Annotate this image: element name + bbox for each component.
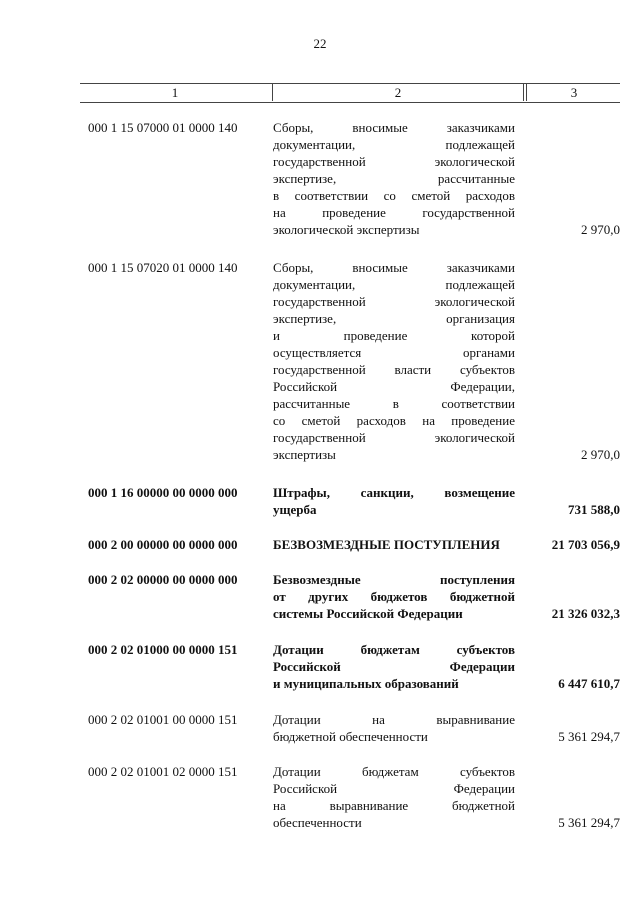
description-line: на выравнивание бюджетной (273, 798, 515, 813)
row-code: 000 1 16 00000 00 0000 000 (88, 485, 238, 500)
row-code: 000 1 15 07020 01 0000 140 (88, 260, 238, 275)
row-value: 5 361 294,7 (558, 815, 620, 830)
description-line: рассчитанные в соответствии (273, 396, 515, 411)
description-line: Сборы, вносимые заказчиками (273, 120, 515, 135)
row-value: 2 970,0 (581, 447, 620, 462)
table-header (80, 83, 620, 103)
description-line: бюджетной обеспеченности (273, 729, 428, 744)
description-line: Дотации на выравнивание (273, 712, 515, 727)
row-description (273, 484, 515, 518)
description-line: государственной экологической (273, 294, 515, 309)
description-line: БЕЗВОЗМЕЗДНЫЕ ПОСТУПЛЕНИЯ (273, 537, 500, 552)
description-line: государственной экологической (273, 430, 515, 445)
row-description (273, 119, 515, 238)
header-col-3: 3 (526, 84, 621, 101)
row-code: 000 2 02 01001 00 0000 151 (88, 712, 238, 727)
description-line: экспертизе, рассчитанные (273, 171, 515, 186)
row-value: 6 447 610,7 (558, 676, 620, 691)
description-line: в соответствии со сметой расходов (273, 188, 515, 203)
description-line: Российской Федерации (273, 781, 515, 796)
description-line: и проведение которой (273, 328, 515, 343)
description-line: от других бюджетов бюджетной (273, 589, 515, 604)
row-value: 731 588,0 (568, 502, 620, 517)
description-line: со сметой расходов на проведение (273, 413, 515, 428)
description-line: документации, подлежащей (273, 277, 515, 292)
row-value: 2 970,0 (581, 222, 620, 237)
row-description (273, 711, 515, 745)
row-code: 000 1 15 07000 01 0000 140 (88, 120, 238, 135)
description-line: на проведение государственной (273, 205, 515, 220)
row-description (273, 641, 515, 692)
description-line: системы Российской Федерации (273, 606, 463, 621)
description-line: Российской Федерации, (273, 379, 515, 394)
description-line: осуществляется органами (273, 345, 515, 360)
row-code: 000 2 02 00000 00 0000 000 (88, 572, 238, 587)
page-number: 22 (313, 36, 327, 51)
row-description (273, 259, 515, 463)
row-value: 21 326 032,3 (551, 606, 620, 621)
description-line: государственной экологической (273, 154, 515, 169)
row-code: 000 2 00 00000 00 0000 000 (88, 537, 238, 552)
description-line: экспертизе, организация (273, 311, 515, 326)
description-line: государственной власти субъектов (273, 362, 515, 377)
row-description (273, 571, 515, 622)
description-line: обеспеченности (273, 815, 362, 830)
header-col-1: 1 (171, 85, 179, 100)
description-line: и муниципальных образований (273, 676, 459, 691)
description-line: ущерба (273, 502, 317, 517)
description-line: Дотации бюджетам субъектов (273, 642, 515, 657)
description-line: экспертизы (273, 447, 336, 462)
description-line: Сборы, вносимые заказчиками (273, 260, 515, 275)
description-line: Дотации бюджетам субъектов (273, 764, 515, 779)
row-description (273, 763, 515, 831)
row-value: 21 703 056,9 (551, 537, 620, 552)
row-code: 000 2 02 01001 02 0000 151 (88, 764, 238, 779)
row-value: 5 361 294,7 (558, 729, 620, 744)
row-description (273, 536, 515, 553)
row-code: 000 2 02 01000 00 0000 151 (88, 642, 238, 657)
description-line: Безвозмездные поступления (273, 572, 515, 587)
header-col-2: 2 (272, 84, 524, 101)
description-line: документации, подлежащей (273, 137, 515, 152)
description-line: экологической экспертизы (273, 222, 420, 237)
description-line: Российской Федерации (273, 659, 515, 674)
description-line: Штрафы, санкции, возмещение (273, 485, 515, 500)
